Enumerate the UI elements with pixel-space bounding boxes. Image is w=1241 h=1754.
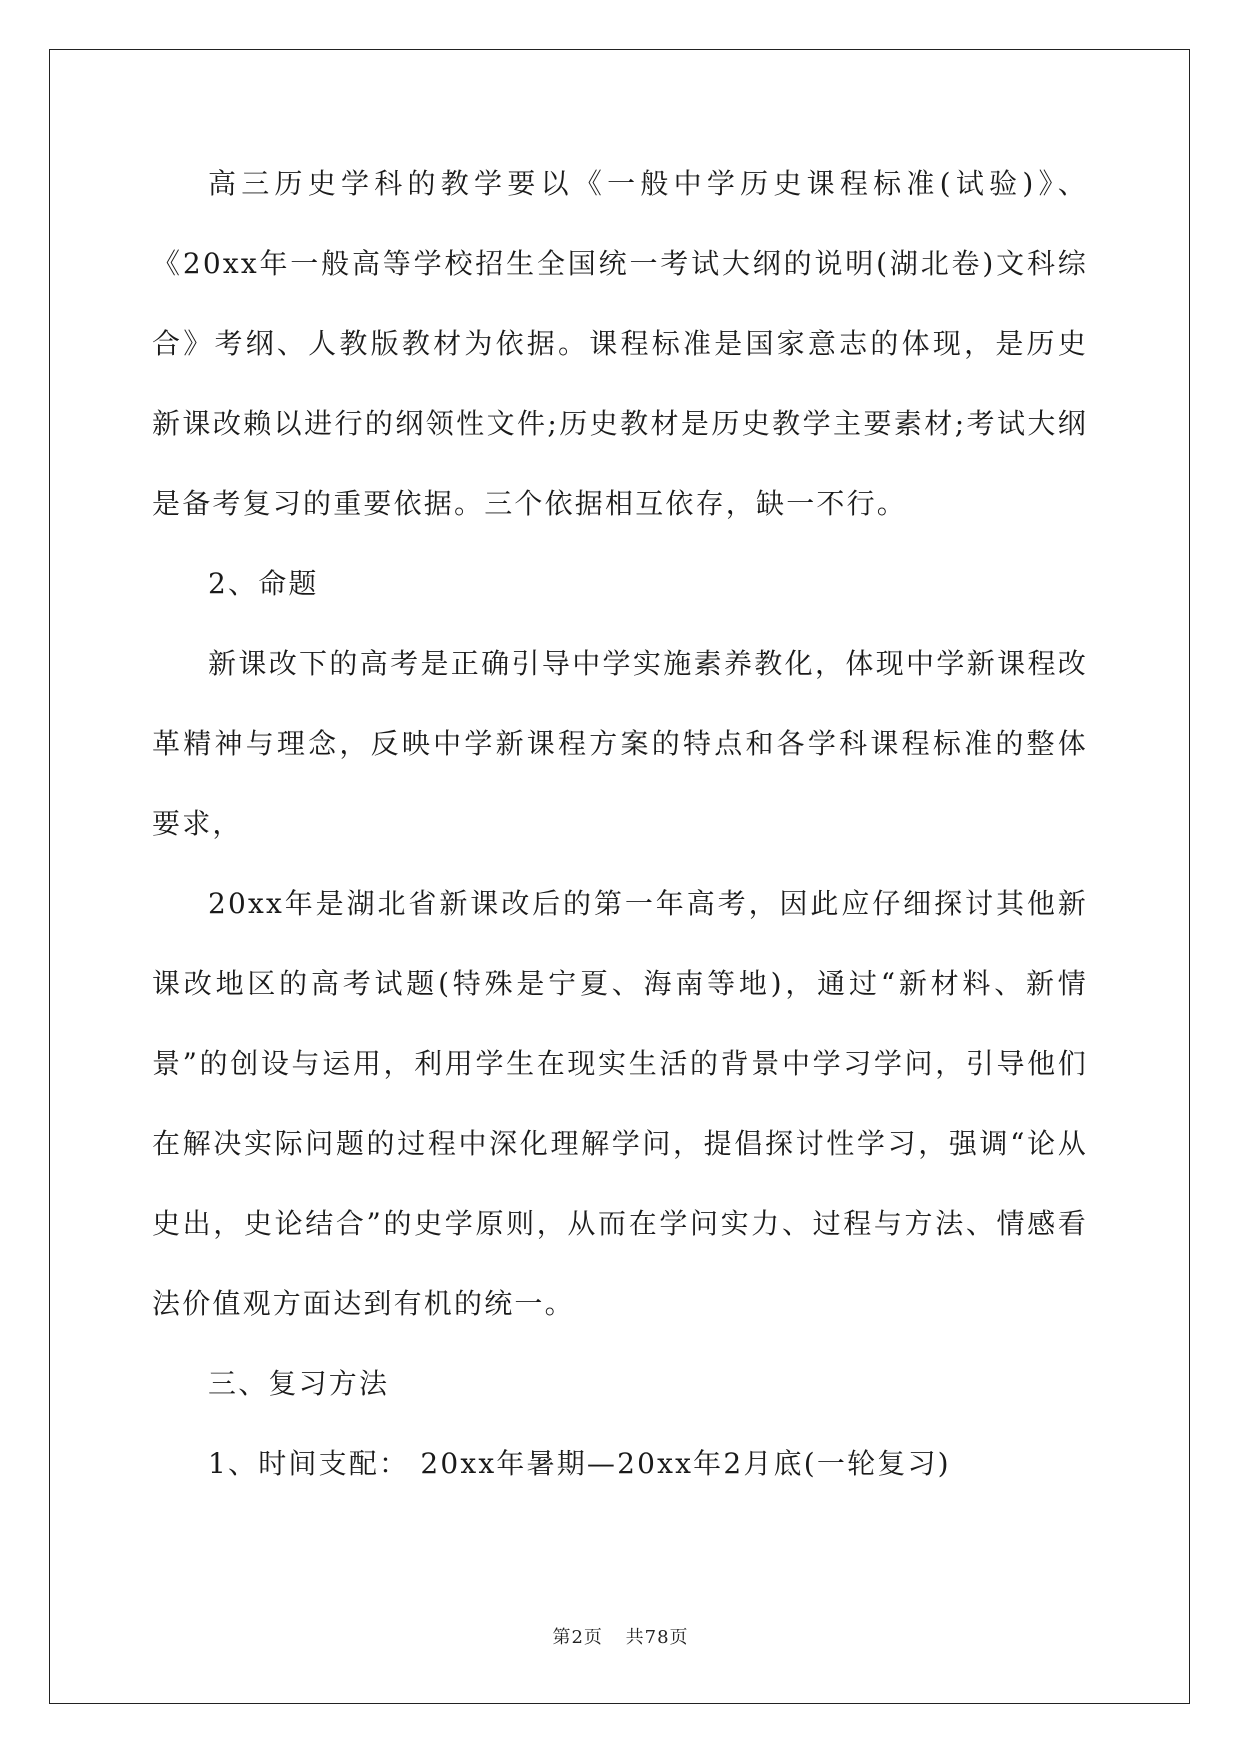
page-total: 共78页 [625,1627,689,1648]
page-number: 第2页 [552,1627,603,1648]
document-body [152,144,1088,1504]
paragraph-new-curriculum: 新课改下的高考是正确引导中学实施素养教化，体现中学新课程改革精神与理念，反映中学新课程方案的特点和各学科课程标准的整体要求， [152,647,1088,840]
paragraph-time-schedule: 1、时间支配： 20xx年暑期—20xx年2月底(一轮复习) [208,1447,951,1480]
paragraph-basis: 高三历史学科的教学要以《一般中学历史课程标准(试验)》、《20xx年一般高等学校招生全国统一考试大纲的说明(湖北卷)文科综合》考纲、人教版教材为依据。课程标准是国家意志的体现，是历史新课改赖以进行的纲领性文件;历史教材是历史教学主要素材;考试大纲是备考复习的重要依据。三个依据相互依存，缺一不行。 [152,167,1088,520]
paragraph-first-exam-year: 20xx年是湖北省新课改后的第一年高考，因此应仔细探讨其他新课改地区的高考试题(特殊是宁夏、海南等地)，通过“新材料、新情景”的创设与运用，利用学生在现实生活的背景中学习学问，引导他们在解决实际问题的过程中深化理解学问，提倡探讨性学习，强调“论从史出，史论结合”的史学原则，从而在学问实力、过程与方法、情感看法价值观方面达到有机的统一。 [152,887,1088,1320]
page-footer [0,1626,1241,1650]
heading-review-methods: 三、复习方法 [208,1367,390,1400]
heading-proposition: 2、命题 [208,567,319,600]
